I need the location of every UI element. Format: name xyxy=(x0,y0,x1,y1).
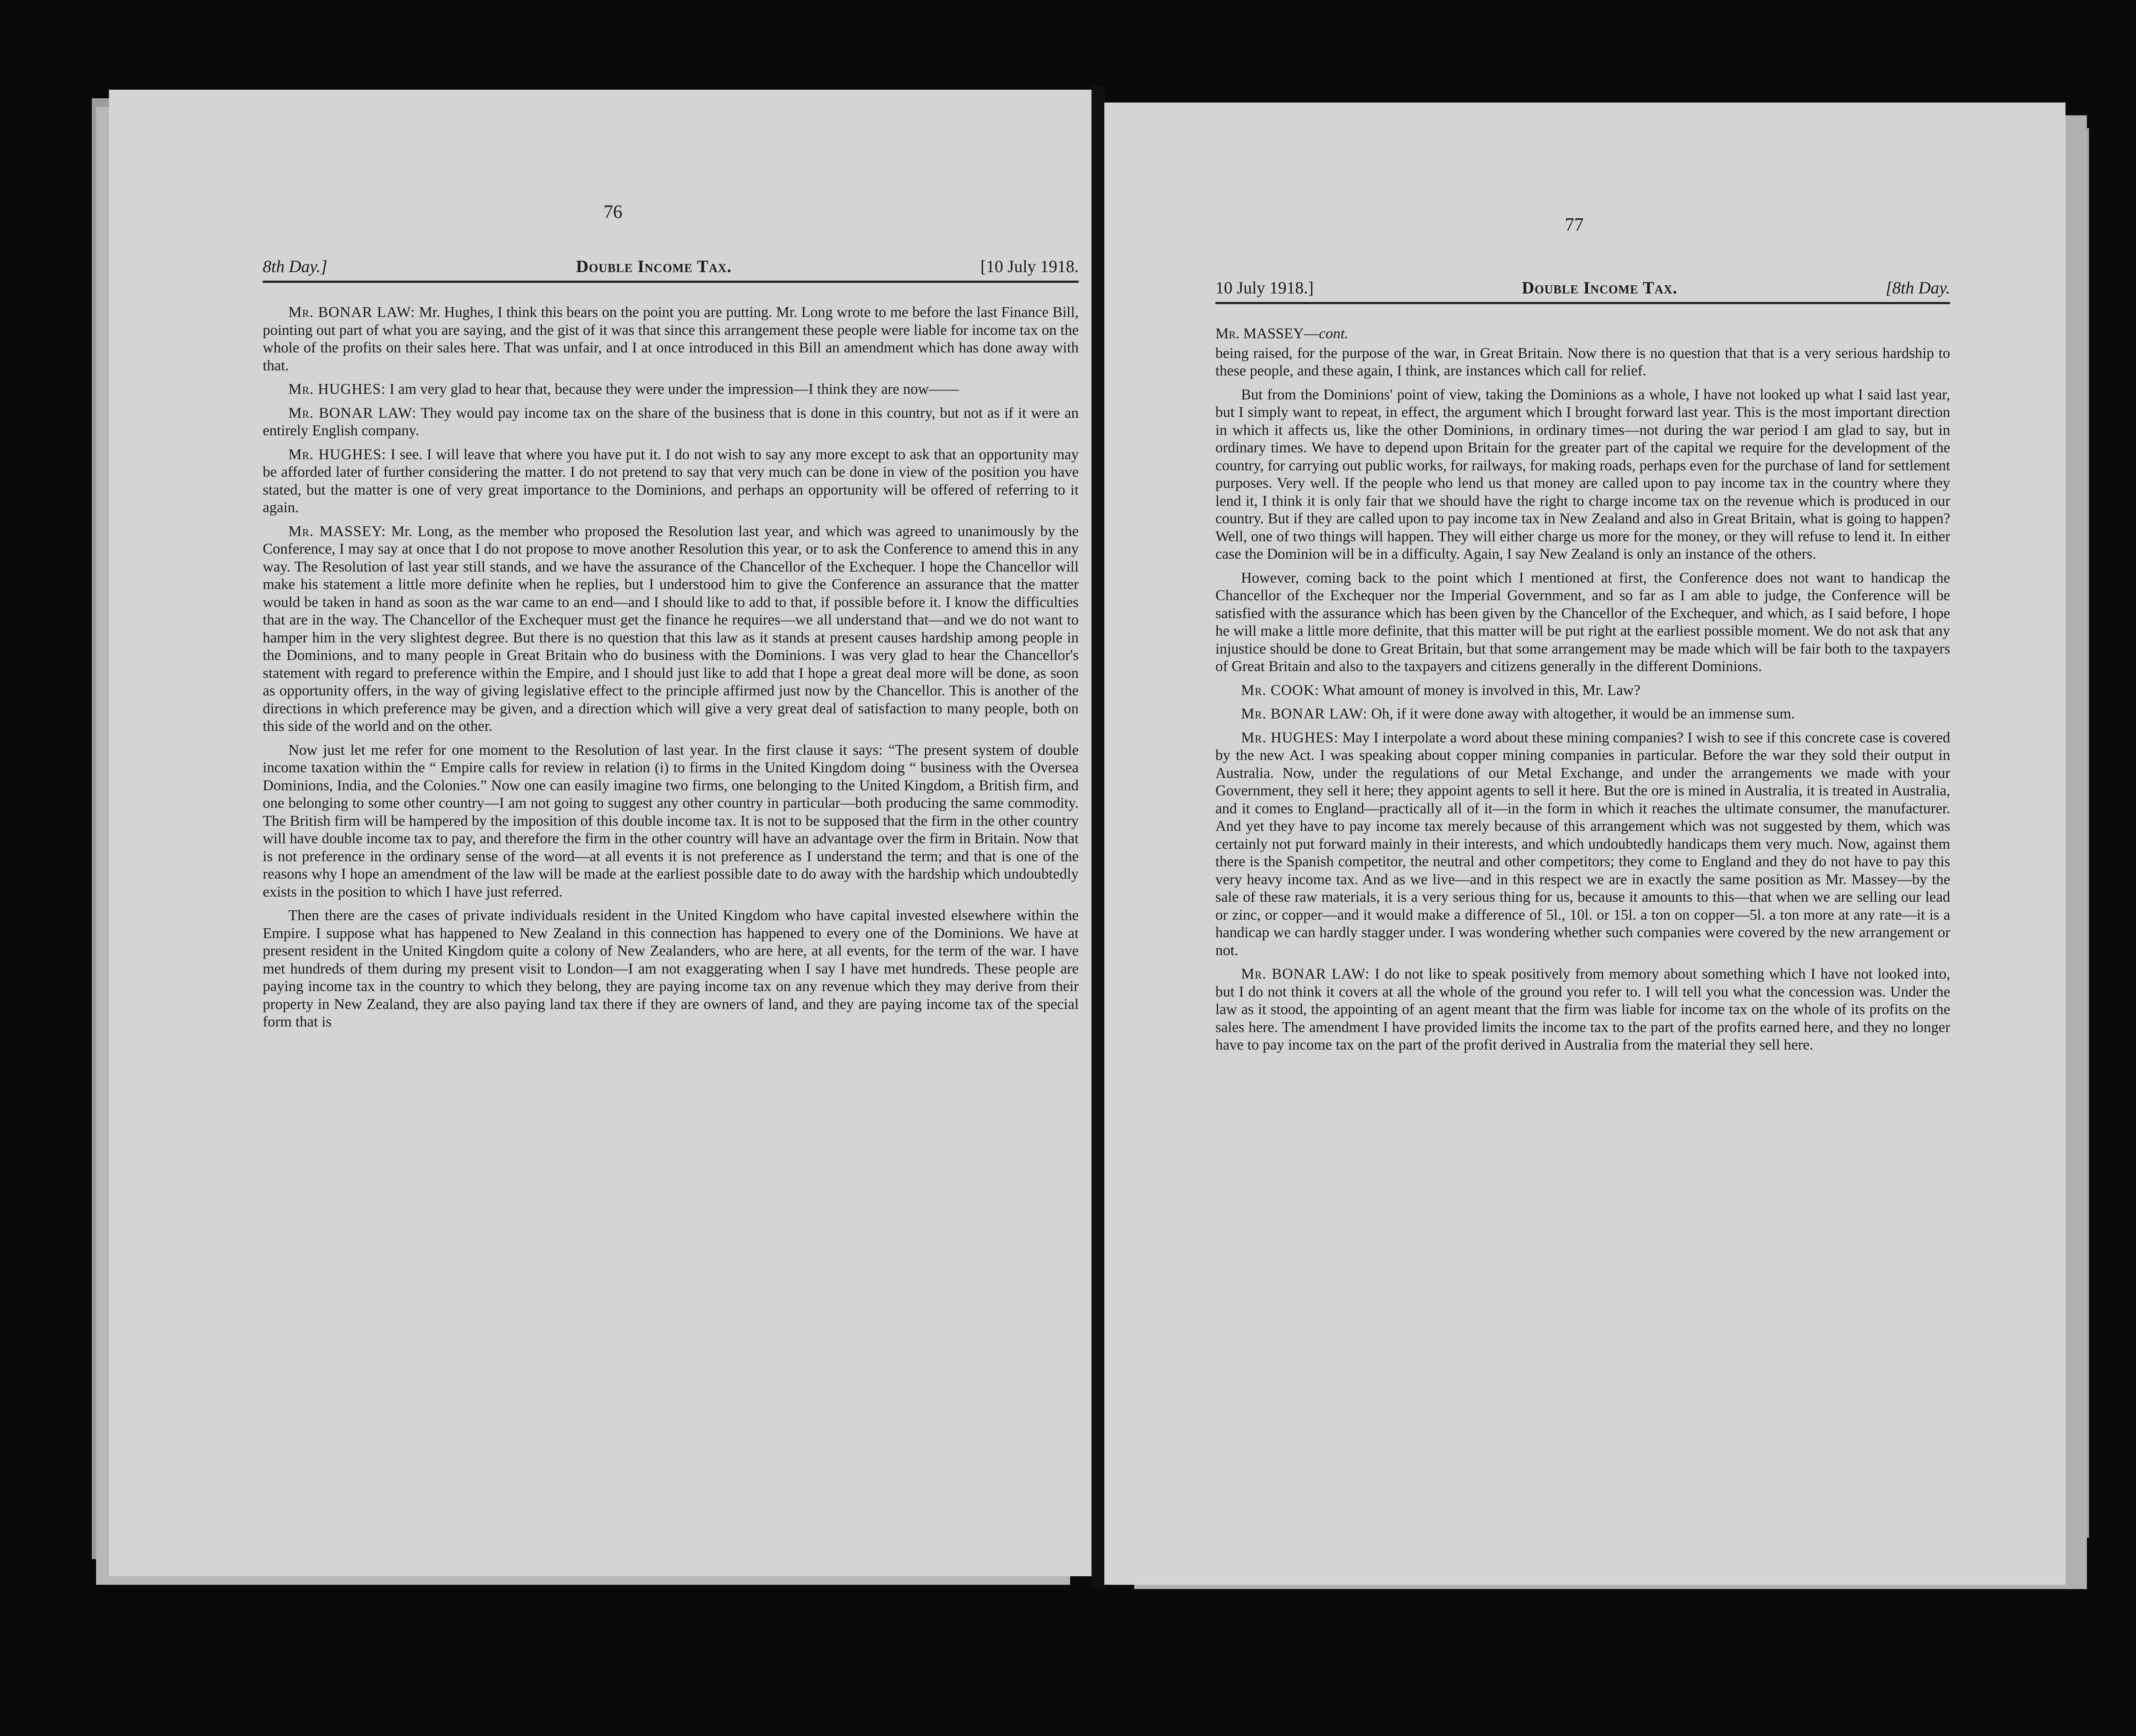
continuation-mark: cont. xyxy=(1319,325,1349,342)
transcript-paragraph xyxy=(263,522,1079,735)
transcript-paragraph xyxy=(263,404,1079,440)
page-number: 77 xyxy=(1565,214,1584,235)
running-head-left: 10 July 1918.] xyxy=(1215,278,1314,297)
paragraph-text: Then there are the cases of private individuals resident in the United Kingdom who have capital invested elsewhere within the Empire. I suppose what has happened to New Zealand in this connection has happened to every one of the Dominions. We have at present resident in the United Kingdom quite a colony of New Zealanders, who are here, at all events, for the term of the war. I have met hundreds of them during my present visit to London—I am not exaggerating when I say I have met hundreds. These people are paying income tax in the country to which they belong, they are paying income tax on any revenue which they may derive from their property in New Zealand, they are also paying land tax there if they are owners of land, and they are paying income tax of the special form that is xyxy=(263,907,1079,1030)
right-page xyxy=(1104,103,2066,1585)
paragraph-text: However, coming back to the point which I mentioned at first, the Conference does not want to handicap the Chancellor of the Exchequer nor the Imperial Government, and so far as I am able to judge, the Conference will be satisfied with the assurance which has been given by the Chancellor of the Exchequer, and which, as I said before, I hope he will make a little more definite, that this matter will be put right at the earliest possible moment. We do not ask that any injustice should be done to Great Britain, but that some arrangement may be made which will be fair both to the taxpayers of Great Britain and also to the taxpayers and citizens generally in the different Dominions. xyxy=(1215,569,1950,674)
speaker-name: Mr. MASSEY: xyxy=(288,522,386,540)
running-head xyxy=(263,256,1079,283)
left-page-body xyxy=(263,303,1079,1037)
paragraph-text: Mr. Long, as the member who proposed the Resolution last year, and which was agreed to unanimously by the Conference, I may say at once that I do not propose to move another Resolution this year, or to ask the Conference to amend this in any way. The Resolution of last year still stands, and we have the assurance of the Chancellor of the Exchequer. I hope the Chancellor will make his statement a little more definite when he replies, but I understood him to give the Conference an assurance that the matter would be taken in hand as soon as the war came to an end—and I should like to add to that, if possible before it. I know the difficulties that are in the way. The Chancellor of the Exchequer must get the finance he requires—we all understand that—and we do not want to hamper him in the very slightest degree. But there is no question that this law as it stands at present causes hardship among people in the Dominions, and to many people in Great Britain who do business with the Dominions. I was very glad to hear the Chancellor's statement with regard to preference within the Empire, and I should just like to add that I hope a great deal more will be done, as soon as opportunity offers, in the way of giving legislative effect to the principle affirmed just now by the Chancellor. This is another of the directions in which preference may be given, and a direction which will give a very great deal of satisfaction to many people, both on this side of the world and on the other. xyxy=(263,522,1079,734)
continuation-heading xyxy=(1215,325,1950,343)
speaker-name: Mr. BONAR LAW: xyxy=(288,304,415,320)
running-head-title: Double Income Tax. xyxy=(576,257,732,276)
speaker-name: Mr. BONAR LAW: xyxy=(1241,965,1370,982)
transcript-paragraph xyxy=(1215,729,1950,959)
speaker-name: Mr. HUGHES: xyxy=(288,381,386,397)
transcript-paragraph xyxy=(1215,965,1950,1054)
left-page xyxy=(109,90,1091,1576)
transcript-paragraph xyxy=(263,380,1079,398)
transcript-paragraph xyxy=(1215,344,1950,380)
speaker-name: Mr. HUGHES: xyxy=(288,446,387,463)
speaker-name: Mr. BONAR LAW: xyxy=(288,404,417,421)
transcript-paragraph xyxy=(263,906,1079,1031)
paragraph-text: Mr. Hughes, I think this bears on the point you are putting. Mr. Long wrote to me before the last Finance Bill, pointing out part of what you are saying, and the gist of it was that since this arrangement these people were liable for income tax on the whole of the profits on their sales here. That was unfair, and I at once introduced in this Bill an amendment which has done away with that. xyxy=(263,304,1079,374)
transcript-paragraph xyxy=(1215,681,1950,699)
running-head xyxy=(1215,278,1950,304)
running-head-left: 8th Day.] xyxy=(263,257,328,276)
paragraph-text: They would pay income tax on the share of the business that is done in this country, but not as if it were an entirely English company. xyxy=(263,404,1079,439)
transcript-paragraph xyxy=(263,446,1079,516)
paragraph-text: I see. I will leave that where you have put it. I do not wish to say any more except to ask that an opportunity may be afforded later of further considering the matter. I do not pretend to say that very much can be done in view of the position you have stated, but the matter is one of very great importance to the Dominions, and perhaps an opportunity will be offered of referring to it again. xyxy=(263,446,1079,516)
transcript-paragraph xyxy=(1215,705,1950,723)
running-head-right: [8th Day. xyxy=(1885,278,1950,297)
paragraph-text: I am very glad to hear that, because they were under the impression—I think they are now—— xyxy=(389,381,959,397)
paragraph-text: Oh, if it were done away with altogether, it would be an immense sum. xyxy=(1371,705,1795,722)
paragraph-text: What amount of money is involved in this, Mr. Law? xyxy=(1323,681,1640,698)
page-number: 76 xyxy=(604,201,622,222)
paragraph-text: being raised, for the purpose of the war, in Great Britain. Now there is no question that that is a very serious hardship to these people, and these again, I think, are instances which call for relief. xyxy=(1215,344,1950,379)
transcript-paragraph xyxy=(263,303,1079,374)
speaker-name: Mr. COOK: xyxy=(1241,681,1320,698)
running-head-right: [10 July 1918. xyxy=(980,257,1079,276)
book-gutter xyxy=(1091,85,1105,1589)
right-page-body xyxy=(1215,325,1950,1060)
paragraph-text: Now just let me refer for one moment to the Resolution of last year. In the first clause it says: “The present system of double income taxation within the “ Empire calls for review in relation (i) to firms in the United Kingdom doing “ business with the Oversea Dominions, India, and the Colonies.” Now one can easily imagine two firms, one belonging to the United Kingdom, a British firm, and one belonging to some other country—I am not going to suggest any other country in particular—both producing the same commodity. The British firm will be hampered by the imposition of this double income tax. It is not to be supposed that the firm in the other country will have double income tax to pay, and therefore the firm in the other country will have an advantage over the firm in Britain. Now that is not preference in the ordinary sense of the word—at all events it is not preference as I understand the term; and that is one of the reasons why I hope an amendment of the law will be made at the earliest possible date to do away with the hardship which undoubtedly exists in the position to which I have just referred. xyxy=(263,741,1079,900)
paragraph-text: May I interpolate a word about these mining companies? I wish to see if this concrete case is covered by the new Act. I was speaking about copper mining companies in particular. Before the war they sold their output in Australia. Now, under the regulations of our Metal Exchange, and under the arrangements we made with your Government, they sell it here; they appoint agents to sell it here. But the ore is mined in Australia, it is treated in Australia, and it comes to England—practically all of it—in the form in which it reaches the ultimate consumer, the manufacturer. And yet they have to pay income tax merely because of this arrangement which was not suggested by them, which was certainly not put forward mainly in their interests, and which undoubtedly handicaps them very much. Now, against them there is the Spanish competitor, the neutral and other competitors; they come to England and they do not have to pay this very heavy income tax. And as we live—and in this respect we are in exactly the same position as Mr. Massey—by the sale of these raw materials, it is a very serious thing for us, because it amounts to this—that when we are selling our lead or zinc, or copper—and it would make a difference of 5l., 10l. or 15l. a ton on copper—5l. a ton more at any rate—it is a handicap we can hardly stagger under. I was wondering whether such companies were covered by the new arrangement or not. xyxy=(1215,729,1950,959)
paragraph-text: I do not like to speak positively from memory about something which I have not looked into, but I do not think it covers at all the whole of the ground you refer to. I will tell you what the concession was. Under the law as it stood, the appointing of an agent meant that the firm was liable for income tax on the whole of its profits on the sales here. The amendment I have provided limits the income tax to the part of the profits earned here, and they no longer have to pay income tax on the part of the profit derived in Australia from the material they sell here. xyxy=(1215,965,1951,1053)
speaker-name: Mr. HUGHES: xyxy=(1241,729,1339,746)
paragraph-text: But from the Dominions' point of view, taking the Dominions as a whole, I have not looked up what I said last year, but I simply want to repeat, in effect, the argument which I brought forward last year. This is the most important direction in which it affects us, like the other Dominions, in ordinary times—not during the war period I am glad to say, but in ordinary times. We have to depend upon Britain for the greater part of the capital we require for the development of the country, for carrying out public works, for railways, for making roads, perhaps even for the purchase of land for settlement purposes. Very well. If the people who lend us that money are called upon to pay income tax in the country where they lend it, I think it is only fair that we should have the right to charge income tax on the revenue which is produced in our country. But if they are called upon to pay income tax in New Zealand and also in Great Britain, what is going to happen? Well, one of two things will happen. They will either charge us more for the money, or they will refuse to lend it. In either case the Dominion will be in a difficulty. Again, I say New Zealand is only an instance of the others. xyxy=(1215,386,1950,562)
speaker-name: Mr. BONAR LAW: xyxy=(1241,705,1367,722)
transcript-paragraph xyxy=(1215,386,1950,563)
running-head-title: Double Income Tax. xyxy=(1522,278,1678,297)
continuation-speaker: Mr. MASSEY— xyxy=(1215,325,1319,342)
transcript-paragraph xyxy=(263,741,1079,901)
transcript-paragraph xyxy=(1215,569,1950,675)
